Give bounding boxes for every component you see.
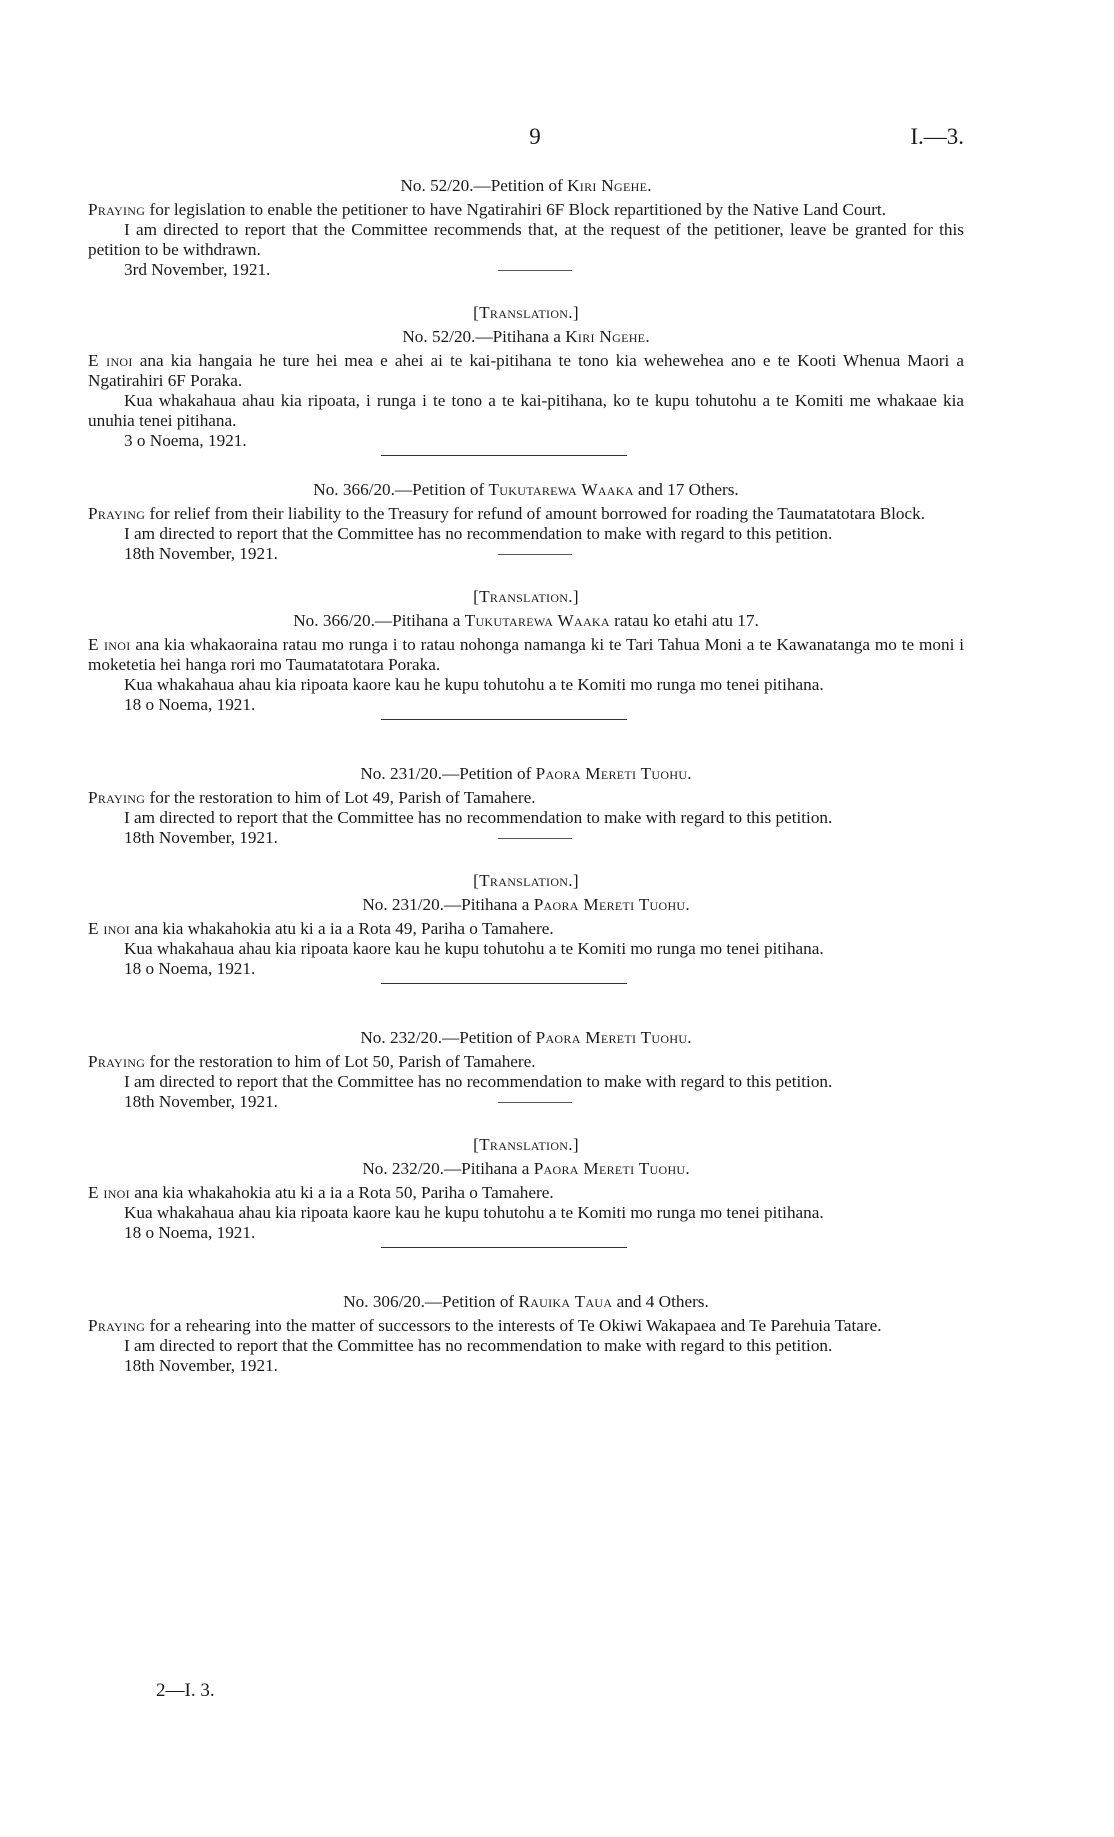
report-date: 18th November, 1921. xyxy=(124,828,278,847)
petition-prayer: Praying for the restoration to him of Lot 49, Parish of Tamahere. xyxy=(88,788,536,807)
petition-entry xyxy=(88,1028,964,1113)
translation-entry xyxy=(88,303,964,456)
translation-title: No. 231/20.—Pitihana a Paora Mereti Tuohu. xyxy=(362,895,690,914)
petition-entry xyxy=(88,764,964,849)
translation-report: Kua whakahaua ahau kia ripoata kaore kau he kupu tohutohu a te Komiti mo runga mo tenei pitihana. xyxy=(124,939,824,958)
section-divider xyxy=(381,719,627,720)
short-divider xyxy=(498,838,572,839)
section-divider xyxy=(381,983,627,984)
translation-entry xyxy=(88,871,964,984)
translation-prayer: E inoi ana kia whakaoraina ratau mo runga i to ratau nohonga namanga ki te Tari Tahua Moni a te Kawanatanga mo te moni i moketetia hei hanga rori mo Taumatatotara Poraka. xyxy=(88,635,964,674)
document-reference: I.—3. xyxy=(910,124,964,149)
translation-date: 18 o Noema, 1921. xyxy=(124,1223,256,1242)
translation-title: No. 366/20.—Pitihana a Tukutarewa Waaka ratau ko etahi atu 17. xyxy=(293,611,759,630)
printer-signature: 2—I. 3. xyxy=(156,1680,215,1701)
committee-report: I am directed to report that the Committee recommends that, at the request of the petitioner, leave be granted for this petition to be withdrawn. xyxy=(88,220,964,259)
petition-title: No. 52/20.—Petition of Kiri Ngehe. xyxy=(400,176,652,195)
report-date: 18th November, 1921. xyxy=(124,544,278,563)
report-date: 3rd November, 1921. xyxy=(124,260,271,279)
translation-report: Kua whakahaua ahau kia ripoata, i runga i te tono a te kai-pitihana, ko te kupu tohutohu a te Komiti me whakaae kia unuhia tenei pitihana. xyxy=(88,391,964,430)
translation-prayer: E inoi ana kia hangaia he ture hei mea e ahei ai te kai-pitihana te tono kia wehewehea ano e te Kooti Whenua Maori a Ngatirahiri 6F Poraka. xyxy=(88,351,965,390)
translation-label: [Translation.] xyxy=(473,587,579,606)
report-date: 18th November, 1921. xyxy=(124,1092,278,1111)
translation-label: [Translation.] xyxy=(473,1135,579,1154)
report-date: 18th November, 1921. xyxy=(124,1356,278,1375)
translation-label: [Translation.] xyxy=(473,871,579,890)
translation-entry xyxy=(88,587,964,720)
petition-entry xyxy=(88,480,964,565)
page-body xyxy=(88,176,964,1376)
section-divider xyxy=(381,1247,627,1248)
committee-report: I am directed to report that the Committee has no recommendation to make with regard to this petition. xyxy=(124,524,833,543)
section-divider xyxy=(381,455,627,456)
translation-report: Kua whakahaua ahau kia ripoata kaore kau he kupu tohutohu a te Komiti mo runga mo tenei pitihana. xyxy=(124,1203,824,1222)
translation-label: [Translation.] xyxy=(473,303,579,322)
petition-title: No. 306/20.—Petition of Rauika Taua and 4 Others. xyxy=(343,1292,709,1311)
committee-report: I am directed to report that the Committee has no recommendation to make with regard to this petition. xyxy=(124,1072,833,1091)
translation-entry xyxy=(88,1135,964,1248)
petition-entry xyxy=(88,1292,964,1376)
translation-report: Kua whakahaua ahau kia ripoata kaore kau he kupu tohutohu a te Komiti mo runga mo tenei pitihana. xyxy=(124,675,824,694)
petition-prayer: Praying for relief from their liability to the Treasury for refund of amount borrowed for roading the Taumatatotara Block. xyxy=(88,504,926,523)
short-divider xyxy=(498,270,572,271)
short-divider xyxy=(498,554,572,555)
petition-prayer: Praying for a rehearing into the matter of successors to the interests of Te Okiwi Wakapaea and Te Parehuia Tatare. xyxy=(88,1316,882,1335)
translation-prayer: E inoi ana kia whakahokia atu ki a ia a Rota 49, Pariha o Tamahere. xyxy=(88,919,554,938)
petition-prayer: Praying for the restoration to him of Lot 50, Parish of Tamahere. xyxy=(88,1052,536,1071)
translation-date: 3 o Noema, 1921. xyxy=(124,431,247,450)
petition-prayer: Praying for legislation to enable the petitioner to have Ngatirahiri 6F Block repartitioned by the Native Land Court. xyxy=(88,200,887,219)
translation-prayer: E inoi ana kia whakahokia atu ki a ia a Rota 50, Pariha o Tamahere. xyxy=(88,1183,554,1202)
committee-report: I am directed to report that the Committee has no recommendation to make with regard to this petition. xyxy=(124,808,833,827)
short-divider xyxy=(498,1102,572,1103)
petition-title: No. 366/20.—Petition of Tukutarewa Waaka and 17 Others. xyxy=(313,480,739,499)
translation-date: 18 o Noema, 1921. xyxy=(124,695,256,714)
petition-title: No. 232/20.—Petition of Paora Mereti Tuohu. xyxy=(360,1028,692,1047)
committee-report: I am directed to report that the Committee has no recommendation to make with regard to this petition. xyxy=(124,1336,833,1355)
petition-title: No. 231/20.—Petition of Paora Mereti Tuohu. xyxy=(360,764,692,783)
page-number: 9 xyxy=(529,124,541,149)
translation-title: No. 52/20.—Pitihana a Kiri Ngehe. xyxy=(402,327,650,346)
translation-title: No. 232/20.—Pitihana a Paora Mereti Tuohu. xyxy=(362,1159,690,1178)
translation-date: 18 o Noema, 1921. xyxy=(124,959,256,978)
petition-entry xyxy=(88,176,964,281)
